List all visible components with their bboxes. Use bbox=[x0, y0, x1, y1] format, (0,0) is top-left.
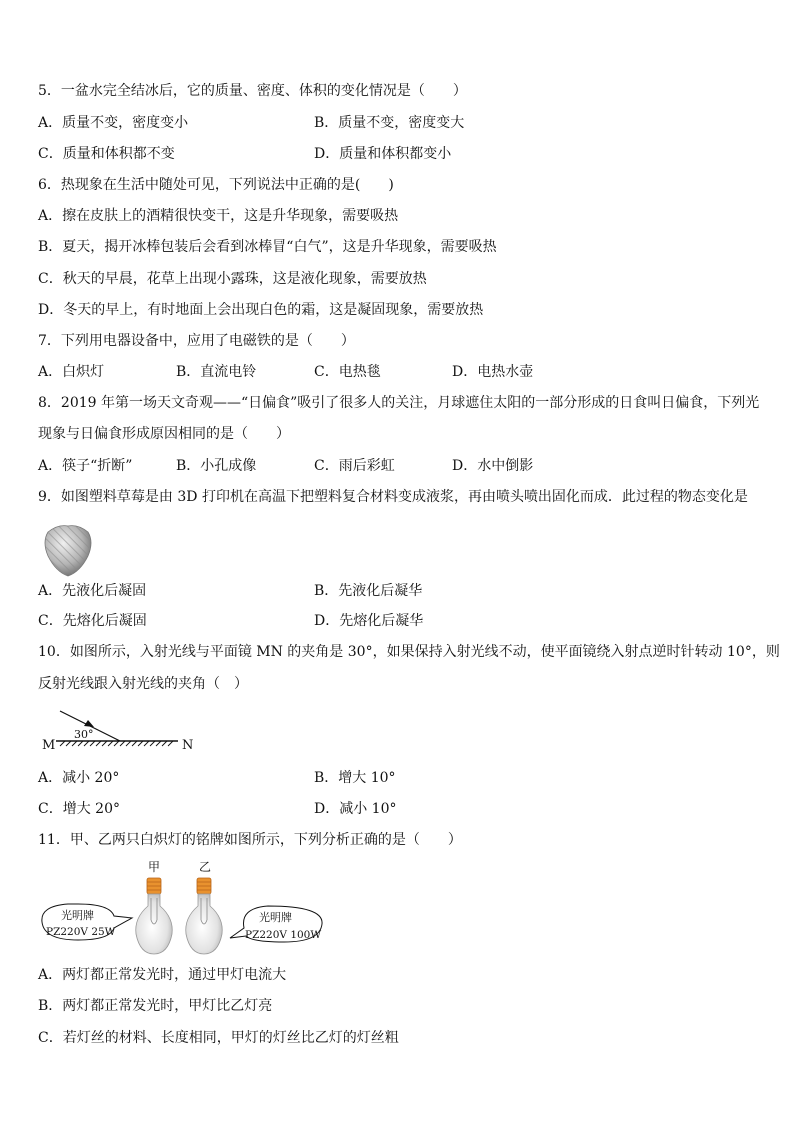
q7-option-d: D．电热水壶 bbox=[452, 364, 534, 380]
bulbs-figure bbox=[38, 858, 328, 963]
q10-stem-line1: 10．如图所示，入射光线与平面镜 MN 的夹角是 30°，如果保持入射光线不动，使平面镜绕入射点逆时针转动 10°，则 bbox=[38, 644, 780, 660]
q8-option-c: C．雨后彩虹 bbox=[314, 458, 395, 474]
q8-option-a: A．筷子“折断” bbox=[38, 458, 133, 474]
q11-option-c: C．若灯丝的材料、长度相同，甲灯的灯丝比乙灯的灯丝粗 bbox=[38, 1030, 399, 1046]
q10-option-d: D．减小 10° bbox=[314, 801, 397, 817]
q8-option-b: B．小孔成像 bbox=[176, 458, 257, 474]
nameplate-a-line1: 光明牌 bbox=[61, 909, 94, 922]
q7-option-a: A．白炽灯 bbox=[38, 364, 105, 380]
q8-stem-line1: 8．2019 年第一场天文奇观——“日偏食”吸引了很多人的关注，月球遮住太阳的一部分形成的日食叫日偏食，下列光 bbox=[38, 395, 760, 411]
nameplate-a-line2: PZ220V 25W bbox=[46, 926, 116, 938]
q10-stem-line2: 反射光线跟入射光线的夹角（ ） bbox=[38, 676, 248, 692]
q6-option-a: A．擦在皮肤上的酒精很快变干，这是升华现象，需要吸热 bbox=[38, 208, 399, 224]
q9-option-a: A．先液化后凝固 bbox=[38, 583, 147, 599]
q9-option-c: C．先熔化后凝固 bbox=[38, 613, 147, 629]
q6-option-d: D．冬天的早上，有时地面上会出现白色的霜，这是凝固现象，需要放热 bbox=[38, 302, 484, 318]
q11-option-b: B．两灯都正常发光时，甲灯比乙灯亮 bbox=[38, 998, 273, 1014]
nameplate-b-line1: 光明牌 bbox=[259, 911, 292, 924]
q5-stem: 5．一盆水完全结冰后，它的质量、密度、体积的变化情况是（ ） bbox=[38, 83, 467, 99]
q10-option-c: C．增大 20° bbox=[38, 801, 120, 817]
q7-option-b: B．直流电铃 bbox=[176, 364, 257, 380]
q5-option-c: C．质量和体积都不变 bbox=[38, 146, 175, 162]
q10-option-a: A．减小 20° bbox=[38, 770, 120, 786]
bulb-b-label: 乙 bbox=[199, 860, 212, 874]
mirror-figure bbox=[38, 705, 198, 755]
q10-option-b: B．增大 10° bbox=[314, 770, 396, 786]
label-m: M bbox=[42, 738, 56, 753]
q6-option-b: B．夏天，揭开冰棒包装后会看到冰棒冒“白气”，这是升华现象，需要吸热 bbox=[38, 239, 497, 255]
nameplate-b-line2: PZ220V 100W bbox=[245, 929, 322, 941]
mirror-hatching bbox=[60, 741, 173, 746]
q11-stem: 11．甲、乙两只白炽灯的铭牌如图所示，下列分析正确的是（ ） bbox=[38, 832, 462, 848]
q9-option-d: D．先熔化后凝华 bbox=[314, 613, 424, 629]
bulb-a-icon bbox=[136, 878, 173, 954]
bulb-b-icon bbox=[186, 878, 223, 954]
angle-label: 30° bbox=[74, 728, 94, 741]
q6-stem: 6．热现象在生活中随处可见，下列说法中正确的是( ) bbox=[38, 177, 394, 193]
q6-option-c: C．秋天的早晨，花草上出现小露珠，这是液化现象，需要放热 bbox=[38, 271, 427, 287]
q5-option-d: D．质量和体积都变小 bbox=[314, 146, 452, 162]
q8-stem-line2: 现象与日偏食形成原因相同的是（ ） bbox=[38, 426, 290, 442]
label-n: N bbox=[182, 738, 194, 753]
q7-option-c: C．电热毯 bbox=[314, 364, 381, 380]
strawberry-figure bbox=[38, 518, 98, 578]
q8-option-d: D．水中倒影 bbox=[452, 458, 534, 474]
bulb-a-label: 甲 bbox=[148, 860, 161, 874]
q9-option-b: B．先液化后凝华 bbox=[314, 583, 423, 599]
q5-option-a: A．质量不变，密度变小 bbox=[38, 115, 189, 131]
q7-stem: 7．下列用电器设备中，应用了电磁铁的是（ ） bbox=[38, 333, 355, 349]
q5-option-b: B．质量不变，密度变大 bbox=[314, 115, 465, 131]
q11-option-a: A．两灯都正常发光时，通过甲灯电流大 bbox=[38, 967, 287, 983]
q9-stem: 9．如图塑料草莓是由 3D 打印机在高温下把塑料复合材料变成液浆，再由喷头喷出固化而成．此过程的物态变化是 bbox=[38, 489, 748, 505]
